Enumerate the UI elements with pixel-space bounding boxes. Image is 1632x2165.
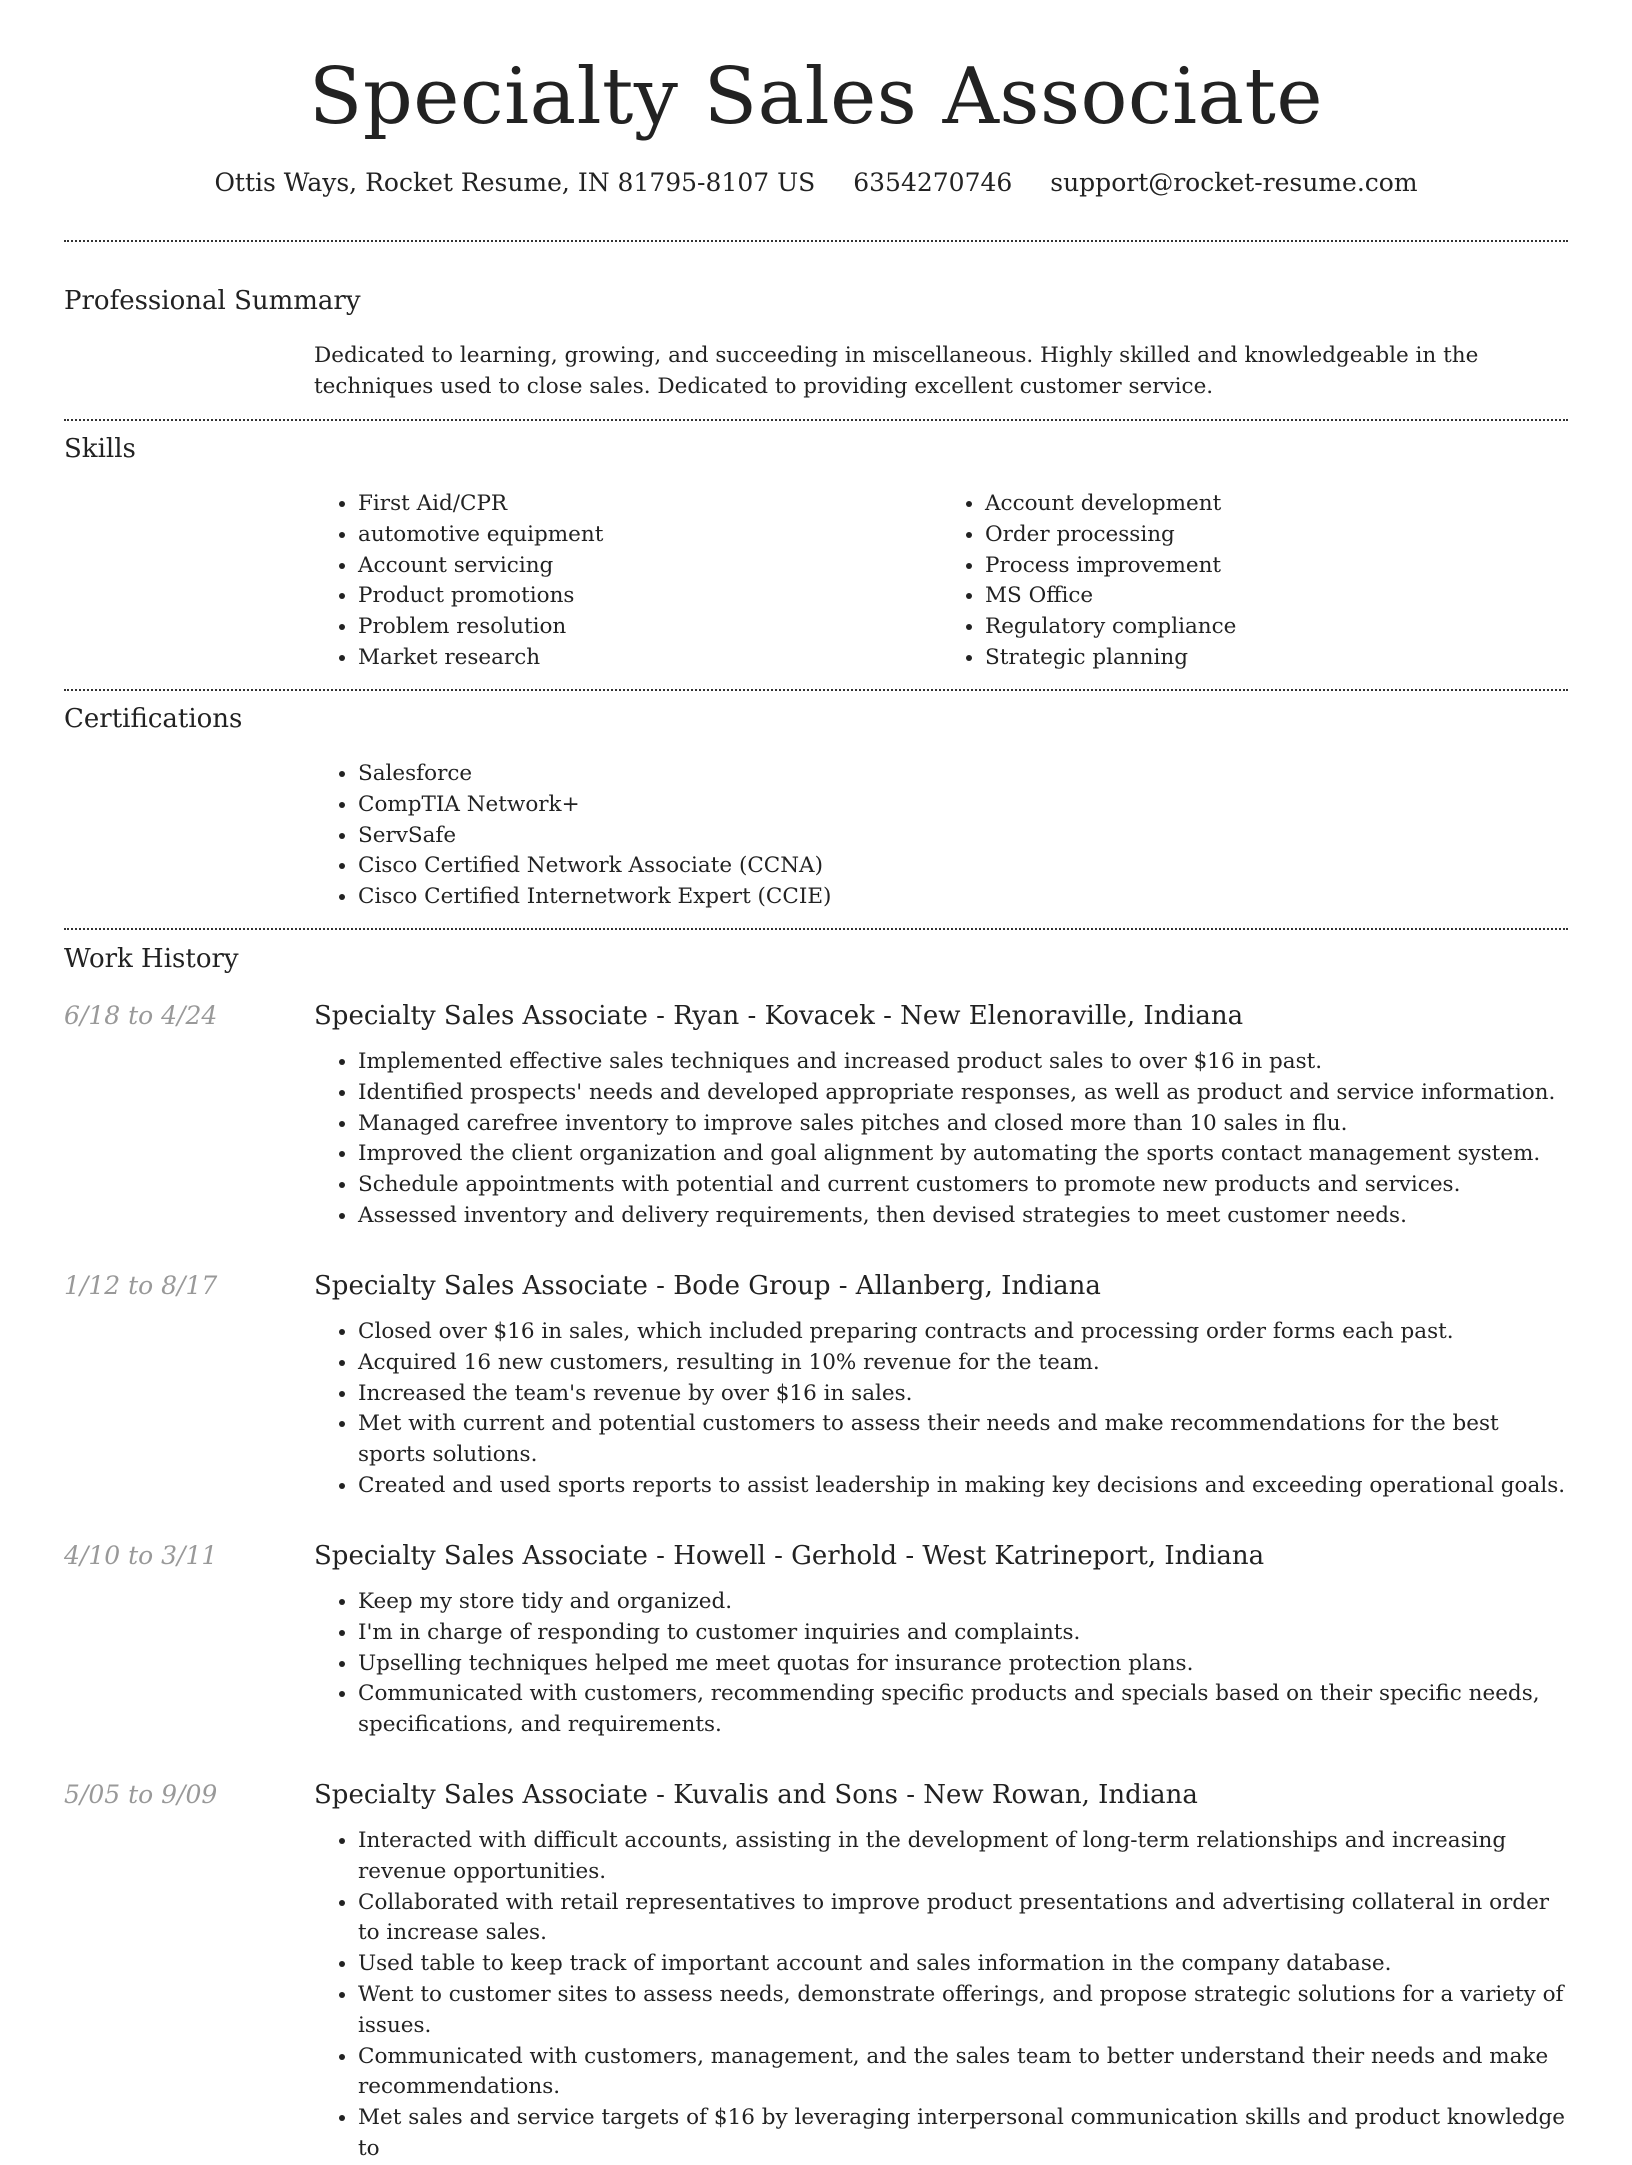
- skill-item: • Account development: [985, 489, 1568, 520]
- certification-item: • ServSafe: [358, 821, 1568, 852]
- job-bullet: • I'm in charge of responding to customer inquiries and complaints.: [358, 1618, 1568, 1649]
- certification-item: • CompTIA Network+: [358, 790, 1568, 821]
- skill-item: • Order processing: [985, 520, 1568, 551]
- skill-item: • Problem resolution: [358, 612, 941, 643]
- job-title: Specialty Sales Associate - Kuvalis and Sons - New Rowan, Indiana: [314, 1780, 1198, 1810]
- job-dates: 4/10 to 3/11: [64, 1541, 218, 1570]
- skill-item: • automotive equipment: [358, 520, 941, 551]
- skills-column-right: [941, 489, 1568, 674]
- skill-item: • Strategic planning: [985, 643, 1568, 674]
- job-bullet: • Collaborated with retail representatives to improve product presentations and advertising collateral in order to increase sales.: [358, 1888, 1568, 1950]
- job-bullet: • Used table to keep track of important account and sales information in the company database.: [358, 1949, 1568, 1980]
- job-bullet: • Acquired 16 new customers, resulting in 10% revenue for the team.: [358, 1348, 1568, 1379]
- job-bullet: • Communicated with customers, recommending specific products and specials based on their specific needs, specifications, and requirements.: [358, 1679, 1568, 1741]
- section-divider: [64, 419, 1568, 421]
- job-bullet: • Created and used sports reports to assist leadership in making key decisions and exceeding operational goals.: [358, 1471, 1568, 1502]
- job-bullet: • Communicated with customers, management, and the sales team to better understand their needs and make recommendations.: [358, 2042, 1568, 2104]
- job-bullet: • Interacted with difficult accounts, assisting in the development of long-term relationships and increasing revenue opportunities.: [358, 1826, 1568, 1888]
- job-bullet: • Assessed inventory and delivery requirements, then devised strategies to meet customer needs.: [358, 1201, 1568, 1232]
- job-bullet: • Schedule appointments with potential and current customers to promote new products and services.: [358, 1170, 1568, 1201]
- job-title: Specialty Sales Associate - Howell - Gerhold - West Katrineport, Indiana: [314, 1541, 1265, 1571]
- certifications-heading: Certifications: [64, 704, 243, 734]
- job-dates: 6/18 to 4/24: [64, 1001, 218, 1030]
- contact-address: Ottis Ways, Rocket Resume, IN 81795-8107 US: [214, 168, 816, 197]
- job-bullet: • Upselling techniques helped me meet quotas for insurance protection plans.: [358, 1649, 1568, 1680]
- resume-header: [0, 0, 1632, 200]
- job-bullet: • Keep my store tidy and organized.: [358, 1587, 1568, 1618]
- job-bullet: • Increased the team's revenue by over $16 in sales.: [358, 1379, 1568, 1410]
- job-bullets: [314, 1826, 1568, 2165]
- skill-item: • Account servicing: [358, 551, 941, 582]
- work-history-heading: Work History: [64, 944, 239, 974]
- contact-line: [0, 166, 1632, 200]
- certification-item: • Salesforce: [358, 759, 1568, 790]
- job-bullet: • Went to customer sites to assess needs, demonstrate offerings, and propose strategic solutions for a variety of issues.: [358, 1980, 1568, 2042]
- skills-column-left: [314, 489, 941, 674]
- job-bullet: • Closed over $16 in sales, which included preparing contracts and processing order forms each past.: [358, 1317, 1568, 1348]
- job-dates: 1/12 to 8/17: [64, 1271, 218, 1300]
- skill-item: • Product promotions: [358, 581, 941, 612]
- job-bullet: • Met with current and potential customers to assess their needs and make recommendations for the best sports solutions.: [358, 1409, 1568, 1471]
- job-title: Specialty Sales Associate - Bode Group - Allanberg, Indiana: [314, 1271, 1101, 1301]
- section-divider: [64, 240, 1568, 242]
- skills-heading: Skills: [64, 434, 136, 464]
- skill-item: • Market research: [358, 643, 941, 674]
- skill-item: • Regulatory compliance: [985, 612, 1568, 643]
- contact-phone: 6354270746: [853, 168, 1013, 197]
- job-bullet: • Improved the client organization and goal alignment by automating the sports contact management system.: [358, 1139, 1568, 1170]
- summary-heading: Professional Summary: [64, 286, 361, 316]
- section-divider: [64, 689, 1568, 691]
- job-bullet: • Met sales and service targets of $16 by leveraging interpersonal communication skills and product knowledge to: [358, 2103, 1568, 2165]
- job-dates: 5/05 to 9/09: [64, 1780, 218, 1809]
- skill-item: • MS Office: [985, 581, 1568, 612]
- job-bullet: • Implemented effective sales techniques and increased product sales to over $16 in past.: [358, 1047, 1568, 1078]
- certification-item: • Cisco Certified Network Associate (CCNA): [358, 851, 1568, 882]
- certifications-list: [314, 759, 1568, 913]
- skill-item: • First Aid/CPR: [358, 489, 941, 520]
- job-bullet: • Managed carefree inventory to improve sales pitches and closed more than 10 sales in flu.: [358, 1109, 1568, 1140]
- skills-list: [314, 489, 1568, 674]
- job-bullet: • Identified prospects' needs and developed appropriate responses, as well as product and service information.: [358, 1078, 1568, 1109]
- candidate-title: Specialty Sales Associate: [308, 52, 1324, 142]
- job-bullets: [314, 1317, 1568, 1502]
- certification-item: • Cisco Certified Internetwork Expert (CCIE): [358, 882, 1568, 913]
- contact-email: support@rocket-resume.com: [1050, 168, 1418, 197]
- job-bullets: [314, 1047, 1568, 1232]
- job-bullets: [314, 1587, 1568, 1741]
- section-divider: [64, 928, 1568, 930]
- job-title: Specialty Sales Associate - Ryan - Kovacek - New Elenoraville, Indiana: [314, 1001, 1244, 1031]
- skill-item: • Process improvement: [985, 551, 1568, 582]
- summary-text: Dedicated to learning, growing, and succeeding in miscellaneous. Highly skilled and knowledgeable in the techniques used to close sales. Dedicated to providing excellent customer service.: [314, 343, 1479, 399]
